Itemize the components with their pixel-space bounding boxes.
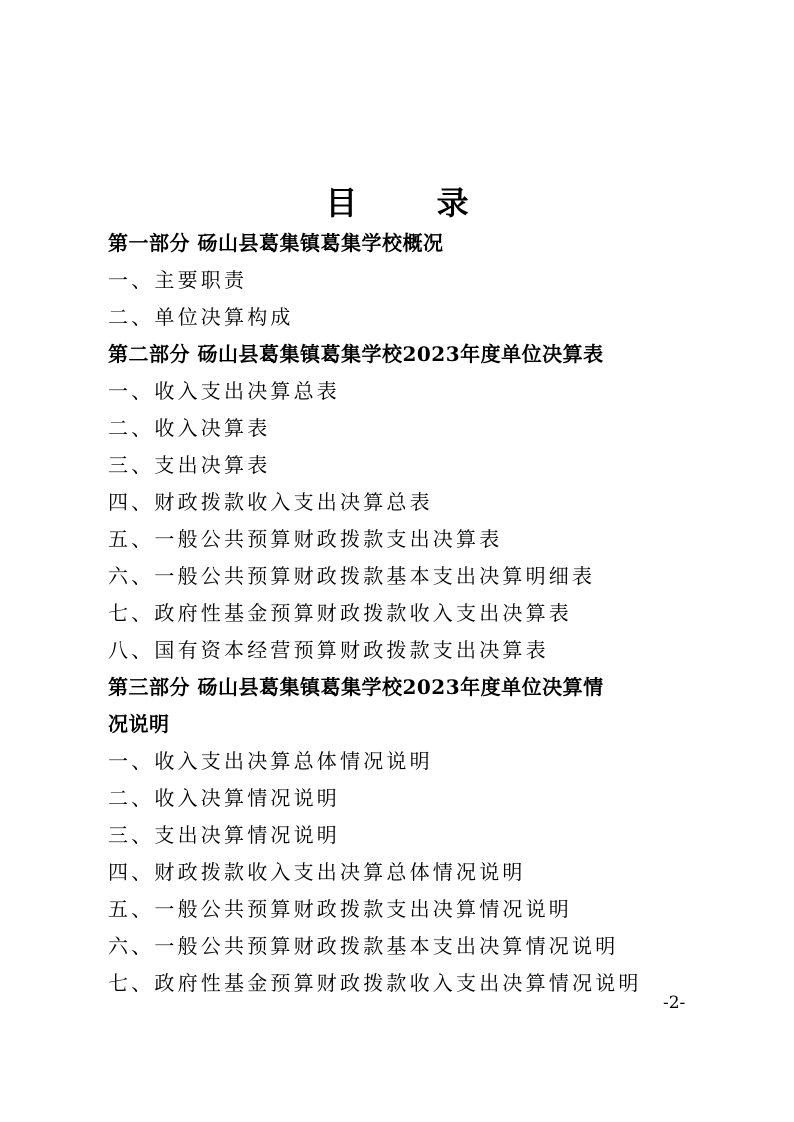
toc-item: 六、一般公共预算财政拨款基本支出决算明细表 — [108, 564, 596, 588]
toc-item: 二、单位决算构成 — [108, 305, 294, 329]
toc-item: 六、一般公共预算财政拨款基本支出决算情况说明 — [108, 934, 619, 958]
toc-part-heading: 第三部分 砀山县葛集镇葛集学校2023年度单位决算情 — [108, 675, 604, 699]
toc-item: 三、支出决算表 — [108, 453, 271, 477]
page-number: -2- — [663, 993, 686, 1013]
toc-item: 四、财政拨款收入支出决算总体情况说明 — [108, 860, 526, 884]
toc-part-heading: 第二部分 砀山县葛集镇葛集学校2023年度单位决算表 — [108, 342, 604, 366]
toc-item: 二、收入决算表 — [108, 416, 271, 440]
toc-item: 八、国有资本经营预算财政拨款支出决算表 — [108, 638, 549, 662]
toc-item: 四、财政拨款收入支出决算总表 — [108, 490, 433, 514]
page-title: 目 录 — [325, 184, 503, 222]
toc-item: 七、政府性基金预算财政拨款收入支出决算情况说明 — [108, 971, 642, 995]
toc-item: 三、支出决算情况说明 — [108, 823, 340, 847]
toc-item: 七、政府性基金预算财政拨款收入支出决算表 — [108, 601, 572, 625]
toc-part-heading: 第一部分 砀山县葛集镇葛集学校概况 — [108, 231, 444, 255]
toc-item: 五、一般公共预算财政拨款支出决算情况说明 — [108, 897, 572, 921]
table-of-contents — [108, 225, 708, 1002]
toc-item: 一、主要职责 — [108, 268, 248, 292]
toc-item: 一、收入支出决算总体情况说明 — [108, 749, 433, 773]
toc-part-heading-continued: 况说明 — [108, 712, 170, 736]
toc-item: 二、收入决算情况说明 — [108, 786, 340, 810]
toc-item: 五、一般公共预算财政拨款支出决算表 — [108, 527, 503, 551]
toc-item: 一、收入支出决算总表 — [108, 379, 340, 403]
